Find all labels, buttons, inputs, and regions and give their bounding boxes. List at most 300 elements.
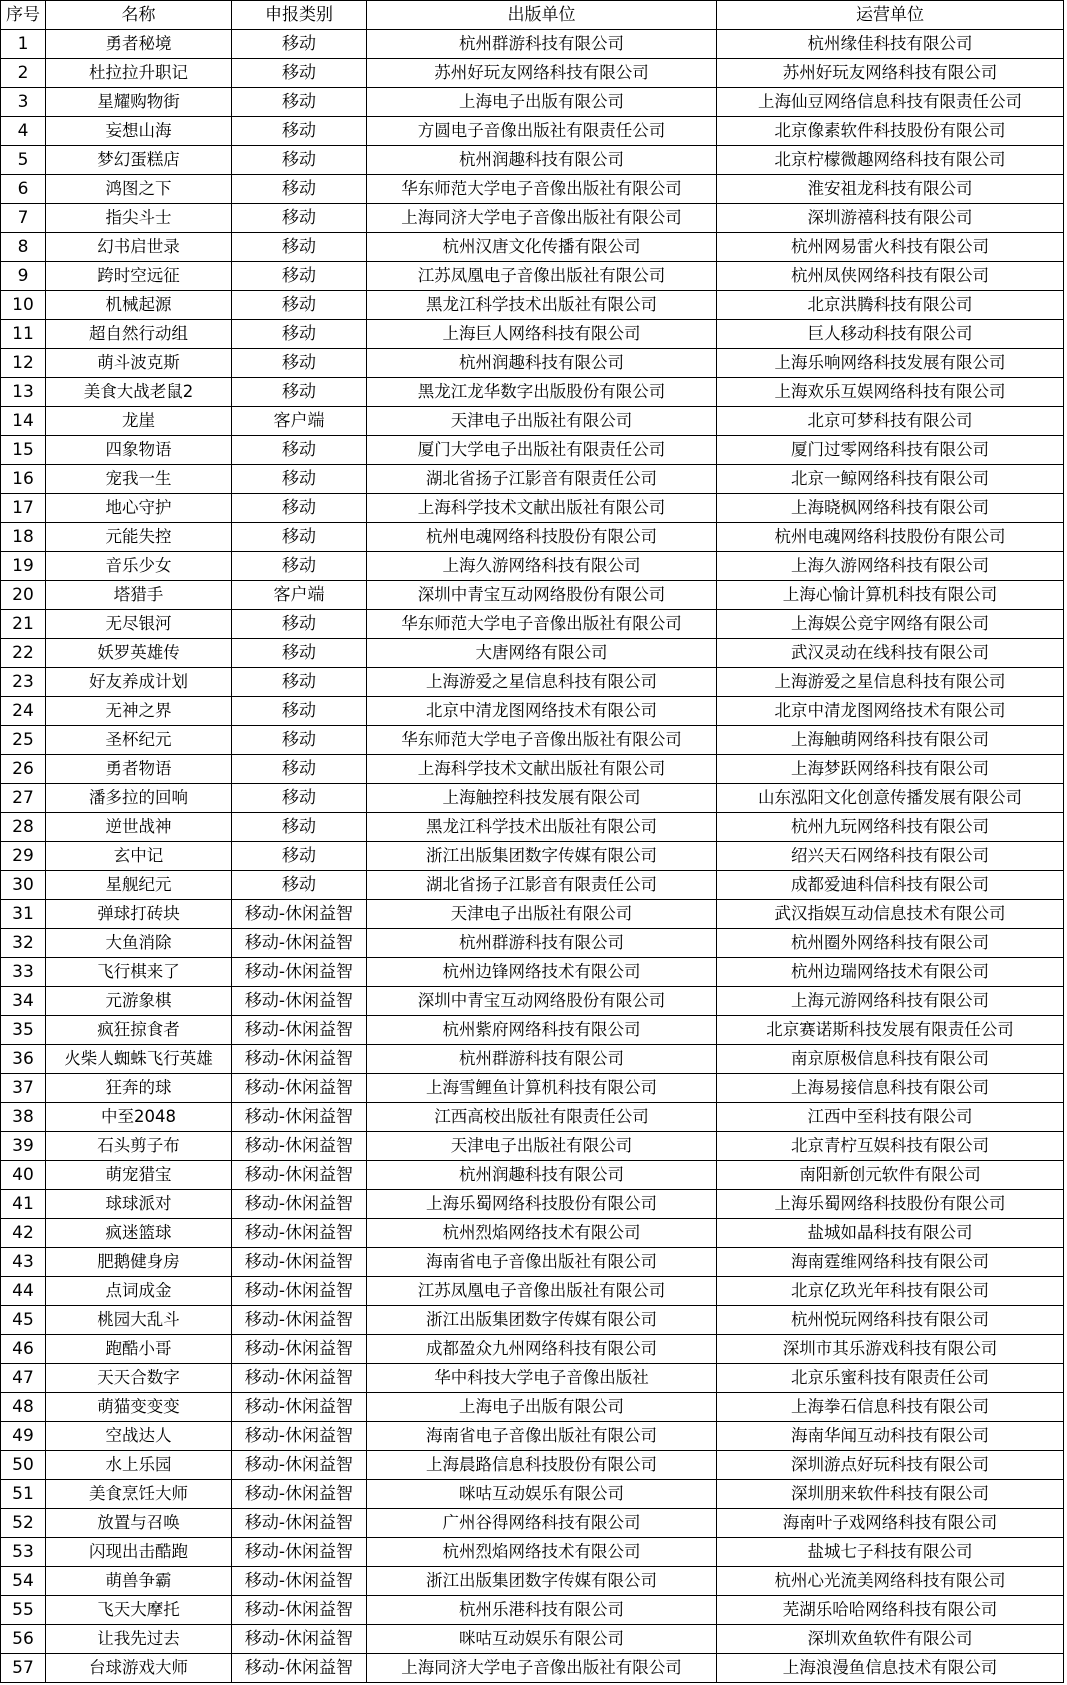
publisher-cell: 成都盈众九州网络科技有限公司 [367, 1335, 717, 1364]
operator-cell: 北京一鲸网络科技有限公司 [717, 465, 1064, 494]
category-cell: 移动-休闲益智 [232, 1277, 367, 1306]
operator-cell: 北京中清龙图网络技术有限公司 [717, 697, 1064, 726]
header-name: 名称 [46, 1, 232, 30]
row-index-cell: 32 [1, 929, 46, 958]
table-row [1, 1625, 1064, 1654]
category-cell: 移动 [232, 436, 367, 465]
publisher-cell: 上海巨人网络科技有限公司 [367, 320, 717, 349]
game-name-cell: 美食大战老鼠2 [46, 378, 232, 407]
table-row [1, 349, 1064, 378]
row-index-cell: 28 [1, 813, 46, 842]
category-cell: 移动-休闲益智 [232, 1016, 367, 1045]
table-row [1, 900, 1064, 929]
table-row [1, 175, 1064, 204]
row-index-cell: 36 [1, 1045, 46, 1074]
category-cell: 移动 [232, 610, 367, 639]
category-cell: 移动-休闲益智 [232, 1509, 367, 1538]
operator-cell: 深圳游点好玩科技有限公司 [717, 1451, 1064, 1480]
table-row [1, 784, 1064, 813]
table-body [1, 30, 1064, 1683]
operator-cell: 北京青柠互娱科技有限公司 [717, 1132, 1064, 1161]
publisher-cell: 上海游爱之星信息科技有限公司 [367, 668, 717, 697]
row-index-cell: 14 [1, 407, 46, 436]
operator-cell: 深圳欢鱼软件有限公司 [717, 1625, 1064, 1654]
operator-cell: 上海欢乐互娱网络科技有限公司 [717, 378, 1064, 407]
publisher-cell: 苏州好玩友网络科技有限公司 [367, 59, 717, 88]
publisher-cell: 杭州润趣科技有限公司 [367, 1161, 717, 1190]
operator-cell: 深圳市其乐游戏科技有限公司 [717, 1335, 1064, 1364]
table-row [1, 610, 1064, 639]
game-name-cell: 狂奔的球 [46, 1074, 232, 1103]
publisher-cell: 上海电子出版有限公司 [367, 1393, 717, 1422]
publisher-cell: 杭州烈焰网络技术有限公司 [367, 1219, 717, 1248]
row-index-cell: 46 [1, 1335, 46, 1364]
publisher-cell: 杭州汉唐文化传播有限公司 [367, 233, 717, 262]
table-row [1, 465, 1064, 494]
game-name-cell: 萌猫变变变 [46, 1393, 232, 1422]
operator-cell: 成都爱迪科信科技有限公司 [717, 871, 1064, 900]
category-cell: 移动 [232, 552, 367, 581]
row-index-cell: 5 [1, 146, 46, 175]
publisher-cell: 北京中清龙图网络技术有限公司 [367, 697, 717, 726]
row-index-cell: 15 [1, 436, 46, 465]
publisher-cell: 上海触控科技发展有限公司 [367, 784, 717, 813]
category-cell: 移动-休闲益智 [232, 958, 367, 987]
operator-cell: 杭州网易雷火科技有限公司 [717, 233, 1064, 262]
category-cell: 移动 [232, 204, 367, 233]
game-name-cell: 四象物语 [46, 436, 232, 465]
game-name-cell: 地心守护 [46, 494, 232, 523]
operator-cell: 海南霆维网络科技有限公司 [717, 1248, 1064, 1277]
game-name-cell: 塔猎手 [46, 581, 232, 610]
operator-cell: 北京像素软件科技股份有限公司 [717, 117, 1064, 146]
publisher-cell: 海南省电子音像出版社有限公司 [367, 1248, 717, 1277]
row-index-cell: 16 [1, 465, 46, 494]
operator-cell: 上海仙豆网络信息科技有限责任公司 [717, 88, 1064, 117]
category-cell: 移动-休闲益智 [232, 1190, 367, 1219]
table-row [1, 523, 1064, 552]
publisher-cell: 上海久游网络科技有限公司 [367, 552, 717, 581]
category-cell: 移动-休闲益智 [232, 1335, 367, 1364]
row-index-cell: 23 [1, 668, 46, 697]
table-row [1, 117, 1064, 146]
row-index-cell: 11 [1, 320, 46, 349]
game-name-cell: 水上乐园 [46, 1451, 232, 1480]
table-row [1, 639, 1064, 668]
row-index-cell: 54 [1, 1567, 46, 1596]
game-name-cell: 指尖斗士 [46, 204, 232, 233]
category-cell: 移动-休闲益智 [232, 1248, 367, 1277]
publisher-cell: 杭州润趣科技有限公司 [367, 349, 717, 378]
table-row [1, 1132, 1064, 1161]
game-name-cell: 星耀购物街 [46, 88, 232, 117]
table-row [1, 320, 1064, 349]
operator-cell: 杭州边瑞网络技术有限公司 [717, 958, 1064, 987]
publisher-cell: 华东师范大学电子音像出版社有限公司 [367, 726, 717, 755]
table-row [1, 1045, 1064, 1074]
row-index-cell: 3 [1, 88, 46, 117]
category-cell: 移动 [232, 233, 367, 262]
row-index-cell: 48 [1, 1393, 46, 1422]
table-row [1, 726, 1064, 755]
table-row [1, 1277, 1064, 1306]
operator-cell: 上海久游网络科技有限公司 [717, 552, 1064, 581]
row-index-cell: 45 [1, 1306, 46, 1335]
publisher-cell: 华中科技大学电子音像出版社 [367, 1364, 717, 1393]
publisher-cell: 咪咕互动娱乐有限公司 [367, 1625, 717, 1654]
category-cell: 移动 [232, 30, 367, 59]
category-cell: 移动 [232, 668, 367, 697]
publisher-cell: 天津电子出版社有限公司 [367, 407, 717, 436]
row-index-cell: 12 [1, 349, 46, 378]
row-index-cell: 17 [1, 494, 46, 523]
table-row [1, 494, 1064, 523]
publisher-cell: 浙江出版集团数字传媒有限公司 [367, 842, 717, 871]
game-name-cell: 无尽银河 [46, 610, 232, 639]
game-name-cell: 石头剪子布 [46, 1132, 232, 1161]
publisher-cell: 浙江出版集团数字传媒有限公司 [367, 1567, 717, 1596]
header-index: 序号 [1, 1, 46, 30]
operator-cell: 南阳新创元软件有限公司 [717, 1161, 1064, 1190]
game-name-cell: 玄中记 [46, 842, 232, 871]
row-index-cell: 21 [1, 610, 46, 639]
operator-cell: 盐城如晶科技有限公司 [717, 1219, 1064, 1248]
category-cell: 移动-休闲益智 [232, 1103, 367, 1132]
table-row [1, 871, 1064, 900]
category-cell: 移动-休闲益智 [232, 1422, 367, 1451]
category-cell: 移动 [232, 262, 367, 291]
game-name-cell: 桃园大乱斗 [46, 1306, 232, 1335]
game-name-cell: 勇者秘境 [46, 30, 232, 59]
operator-cell: 上海晓枫网络科技有限公司 [717, 494, 1064, 523]
table-row [1, 958, 1064, 987]
game-name-cell: 妖罗英雄传 [46, 639, 232, 668]
table-row [1, 1364, 1064, 1393]
publisher-cell: 上海科学技术文献出版社有限公司 [367, 755, 717, 784]
game-name-cell: 勇者物语 [46, 755, 232, 784]
publisher-cell: 海南省电子音像出版社有限公司 [367, 1422, 717, 1451]
category-cell: 移动 [232, 378, 367, 407]
operator-cell: 上海触萌网络科技有限公司 [717, 726, 1064, 755]
publisher-cell: 方圆电子音像出版社有限责任公司 [367, 117, 717, 146]
game-name-cell: 潘多拉的回响 [46, 784, 232, 813]
table-row [1, 668, 1064, 697]
category-cell: 移动-休闲益智 [232, 1567, 367, 1596]
category-cell: 移动 [232, 320, 367, 349]
operator-cell: 杭州悦玩网络科技有限公司 [717, 1306, 1064, 1335]
table-row [1, 581, 1064, 610]
row-index-cell: 20 [1, 581, 46, 610]
game-name-cell: 疯狂掠食者 [46, 1016, 232, 1045]
operator-cell: 杭州缘佳科技有限公司 [717, 30, 1064, 59]
operator-cell: 苏州好玩友网络科技有限公司 [717, 59, 1064, 88]
category-cell: 移动 [232, 349, 367, 378]
header-operator: 运营单位 [717, 1, 1064, 30]
game-name-cell: 疯迷篮球 [46, 1219, 232, 1248]
category-cell: 移动-休闲益智 [232, 1654, 367, 1683]
operator-cell: 北京乐蜜科技有限责任公司 [717, 1364, 1064, 1393]
operator-cell: 北京柠檬微趣网络科技有限公司 [717, 146, 1064, 175]
game-name-cell: 跑酷小哥 [46, 1335, 232, 1364]
operator-cell: 上海心愉计算机科技有限公司 [717, 581, 1064, 610]
table-row [1, 1422, 1064, 1451]
game-name-cell: 台球游戏大师 [46, 1654, 232, 1683]
row-index-cell: 1 [1, 30, 46, 59]
game-name-cell: 萌兽争霸 [46, 1567, 232, 1596]
category-cell: 移动-休闲益智 [232, 987, 367, 1016]
publisher-cell: 杭州乐港科技有限公司 [367, 1596, 717, 1625]
category-cell: 客户端 [232, 407, 367, 436]
table-row [1, 1393, 1064, 1422]
table-row [1, 1103, 1064, 1132]
publisher-cell: 黑龙江科学技术出版社有限公司 [367, 813, 717, 842]
operator-cell: 巨人移动科技有限公司 [717, 320, 1064, 349]
table-row [1, 1219, 1064, 1248]
operator-cell: 北京亿玖光年科技有限公司 [717, 1277, 1064, 1306]
table-row [1, 1480, 1064, 1509]
category-cell: 移动-休闲益智 [232, 1219, 367, 1248]
operator-cell: 上海梦跃网络科技有限公司 [717, 755, 1064, 784]
row-index-cell: 53 [1, 1538, 46, 1567]
publisher-cell: 上海同济大学电子音像出版社有限公司 [367, 204, 717, 233]
game-name-cell: 飞天大摩托 [46, 1596, 232, 1625]
game-name-cell: 点词成金 [46, 1277, 232, 1306]
game-name-cell: 星舰纪元 [46, 871, 232, 900]
row-index-cell: 19 [1, 552, 46, 581]
header-publisher: 出版单位 [367, 1, 717, 30]
publisher-cell: 杭州边锋网络技术有限公司 [367, 958, 717, 987]
operator-cell: 上海元游网络科技有限公司 [717, 987, 1064, 1016]
publisher-cell: 浙江出版集团数字传媒有限公司 [367, 1306, 717, 1335]
row-index-cell: 18 [1, 523, 46, 552]
row-index-cell: 25 [1, 726, 46, 755]
operator-cell: 北京赛诺斯科技发展有限责任公司 [717, 1016, 1064, 1045]
row-index-cell: 47 [1, 1364, 46, 1393]
category-cell: 移动 [232, 871, 367, 900]
table-row [1, 1451, 1064, 1480]
row-index-cell: 51 [1, 1480, 46, 1509]
game-name-cell: 弹球打砖块 [46, 900, 232, 929]
table-row [1, 1654, 1064, 1683]
table-row [1, 407, 1064, 436]
game-name-cell: 杜拉拉升职记 [46, 59, 232, 88]
category-cell: 移动-休闲益智 [232, 1306, 367, 1335]
header-category: 申报类别 [232, 1, 367, 30]
row-index-cell: 24 [1, 697, 46, 726]
operator-cell: 北京洪腾科技有限公司 [717, 291, 1064, 320]
publisher-cell: 天津电子出版社有限公司 [367, 900, 717, 929]
publisher-cell: 杭州群游科技有限公司 [367, 929, 717, 958]
category-cell: 移动-休闲益智 [232, 1161, 367, 1190]
category-cell: 移动-休闲益智 [232, 1074, 367, 1103]
game-name-cell: 空战达人 [46, 1422, 232, 1451]
game-name-cell: 萌宠猎宝 [46, 1161, 232, 1190]
game-name-cell: 闪现出击酷跑 [46, 1538, 232, 1567]
game-name-cell: 无神之界 [46, 697, 232, 726]
publisher-cell: 华东师范大学电子音像出版社有限公司 [367, 610, 717, 639]
game-name-cell: 逆世战神 [46, 813, 232, 842]
category-cell: 移动-休闲益智 [232, 1480, 367, 1509]
category-cell: 移动 [232, 175, 367, 204]
table-row [1, 378, 1064, 407]
game-name-cell: 大鱼消除 [46, 929, 232, 958]
table-row [1, 1190, 1064, 1219]
game-name-cell: 龙崖 [46, 407, 232, 436]
publisher-cell: 咪咕互动娱乐有限公司 [367, 1480, 717, 1509]
category-cell: 移动 [232, 117, 367, 146]
operator-cell: 上海拳石信息科技有限公司 [717, 1393, 1064, 1422]
category-cell: 移动-休闲益智 [232, 929, 367, 958]
publisher-cell: 深圳中青宝互动网络股份有限公司 [367, 987, 717, 1016]
row-index-cell: 9 [1, 262, 46, 291]
table-row [1, 59, 1064, 88]
table-row [1, 30, 1064, 59]
table-row [1, 1161, 1064, 1190]
row-index-cell: 43 [1, 1248, 46, 1277]
row-index-cell: 38 [1, 1103, 46, 1132]
row-index-cell: 4 [1, 117, 46, 146]
game-name-cell: 萌斗波克斯 [46, 349, 232, 378]
publisher-cell: 江西高校出版社有限责任公司 [367, 1103, 717, 1132]
row-index-cell: 8 [1, 233, 46, 262]
publisher-cell: 上海雪鲤鱼计算机科技有限公司 [367, 1074, 717, 1103]
game-name-cell: 梦幻蛋糕店 [46, 146, 232, 175]
game-name-cell: 中至2048 [46, 1103, 232, 1132]
game-name-cell: 元能失控 [46, 523, 232, 552]
game-name-cell: 球球派对 [46, 1190, 232, 1219]
publisher-cell: 大唐网络有限公司 [367, 639, 717, 668]
game-name-cell: 机械起源 [46, 291, 232, 320]
publisher-cell: 上海科学技术文献出版社有限公司 [367, 494, 717, 523]
game-name-cell: 宠我一生 [46, 465, 232, 494]
table-row [1, 1306, 1064, 1335]
category-cell: 移动-休闲益智 [232, 900, 367, 929]
publisher-cell: 厦门大学电子出版社有限责任公司 [367, 436, 717, 465]
publisher-cell: 杭州电魂网络科技股份有限公司 [367, 523, 717, 552]
table-row [1, 842, 1064, 871]
row-index-cell: 29 [1, 842, 46, 871]
row-index-cell: 40 [1, 1161, 46, 1190]
operator-cell: 上海乐蜀网络科技股份有限公司 [717, 1190, 1064, 1219]
row-index-cell: 2 [1, 59, 46, 88]
category-cell: 移动 [232, 59, 367, 88]
table-row [1, 987, 1064, 1016]
category-cell: 移动 [232, 784, 367, 813]
operator-cell: 杭州九玩网络科技有限公司 [717, 813, 1064, 842]
category-cell: 移动 [232, 146, 367, 175]
category-cell: 移动-休闲益智 [232, 1596, 367, 1625]
table-row [1, 436, 1064, 465]
category-cell: 移动 [232, 465, 367, 494]
table-row [1, 1596, 1064, 1625]
row-index-cell: 22 [1, 639, 46, 668]
row-index-cell: 55 [1, 1596, 46, 1625]
game-name-cell: 飞行棋来了 [46, 958, 232, 987]
operator-cell: 深圳游禧科技有限公司 [717, 204, 1064, 233]
row-index-cell: 34 [1, 987, 46, 1016]
category-cell: 移动-休闲益智 [232, 1625, 367, 1654]
operator-cell: 海南华闻互动科技有限公司 [717, 1422, 1064, 1451]
header-row [1, 1, 1064, 30]
publisher-cell: 杭州烈焰网络技术有限公司 [367, 1538, 717, 1567]
table-row [1, 1016, 1064, 1045]
table-row [1, 813, 1064, 842]
row-index-cell: 37 [1, 1074, 46, 1103]
table-row [1, 88, 1064, 117]
publisher-cell: 深圳中青宝互动网络股份有限公司 [367, 581, 717, 610]
row-index-cell: 39 [1, 1132, 46, 1161]
operator-cell: 厦门过零网络科技有限公司 [717, 436, 1064, 465]
publisher-cell: 湖北省扬子江影音有限责任公司 [367, 871, 717, 900]
operator-cell: 上海娱公竞宇网络有限公司 [717, 610, 1064, 639]
row-index-cell: 41 [1, 1190, 46, 1219]
row-index-cell: 57 [1, 1654, 46, 1683]
game-name-cell: 妄想山海 [46, 117, 232, 146]
row-index-cell: 30 [1, 871, 46, 900]
category-cell: 移动 [232, 755, 367, 784]
table-row [1, 1074, 1064, 1103]
operator-cell: 杭州凤侠网络科技有限公司 [717, 262, 1064, 291]
operator-cell: 武汉灵动在线科技有限公司 [717, 639, 1064, 668]
row-index-cell: 33 [1, 958, 46, 987]
publisher-cell: 黑龙江龙华数字出版股份有限公司 [367, 378, 717, 407]
category-cell: 移动 [232, 842, 367, 871]
game-name-cell: 跨时空远征 [46, 262, 232, 291]
table-row [1, 1567, 1064, 1596]
game-name-cell: 好友养成计划 [46, 668, 232, 697]
publisher-cell: 江苏凤凰电子音像出版社有限公司 [367, 262, 717, 291]
table-row [1, 755, 1064, 784]
publisher-cell: 广州谷得网络科技有限公司 [367, 1509, 717, 1538]
publisher-cell: 杭州润趣科技有限公司 [367, 146, 717, 175]
table-row [1, 1248, 1064, 1277]
row-index-cell: 31 [1, 900, 46, 929]
row-index-cell: 10 [1, 291, 46, 320]
row-index-cell: 44 [1, 1277, 46, 1306]
row-index-cell: 6 [1, 175, 46, 204]
table-row [1, 204, 1064, 233]
game-name-cell: 让我先过去 [46, 1625, 232, 1654]
row-index-cell: 26 [1, 755, 46, 784]
operator-cell: 海南叶子戏网络科技有限公司 [717, 1509, 1064, 1538]
table-row [1, 1335, 1064, 1364]
row-index-cell: 52 [1, 1509, 46, 1538]
row-index-cell: 42 [1, 1219, 46, 1248]
category-cell: 移动-休闲益智 [232, 1393, 367, 1422]
game-name-cell: 放置与召唤 [46, 1509, 232, 1538]
table-row [1, 697, 1064, 726]
category-cell: 移动 [232, 639, 367, 668]
publisher-cell: 上海晨路信息科技股份有限公司 [367, 1451, 717, 1480]
operator-cell: 北京可梦科技有限公司 [717, 407, 1064, 436]
game-name-cell: 肥鹅健身房 [46, 1248, 232, 1277]
operator-cell: 山东泓阳文化创意传播发展有限公司 [717, 784, 1064, 813]
game-name-cell: 音乐少女 [46, 552, 232, 581]
publisher-cell: 杭州群游科技有限公司 [367, 1045, 717, 1074]
operator-cell: 盐城七子科技有限公司 [717, 1538, 1064, 1567]
publisher-cell: 杭州群游科技有限公司 [367, 30, 717, 59]
table-row [1, 262, 1064, 291]
publisher-cell: 湖北省扬子江影音有限责任公司 [367, 465, 717, 494]
category-cell: 移动-休闲益智 [232, 1364, 367, 1393]
operator-cell: 江西中至科技有限公司 [717, 1103, 1064, 1132]
table-row [1, 233, 1064, 262]
operator-cell: 杭州电魂网络科技股份有限公司 [717, 523, 1064, 552]
operator-cell: 淮安祖龙科技有限公司 [717, 175, 1064, 204]
table-row [1, 291, 1064, 320]
category-cell: 移动 [232, 523, 367, 552]
game-name-cell: 超自然行动组 [46, 320, 232, 349]
